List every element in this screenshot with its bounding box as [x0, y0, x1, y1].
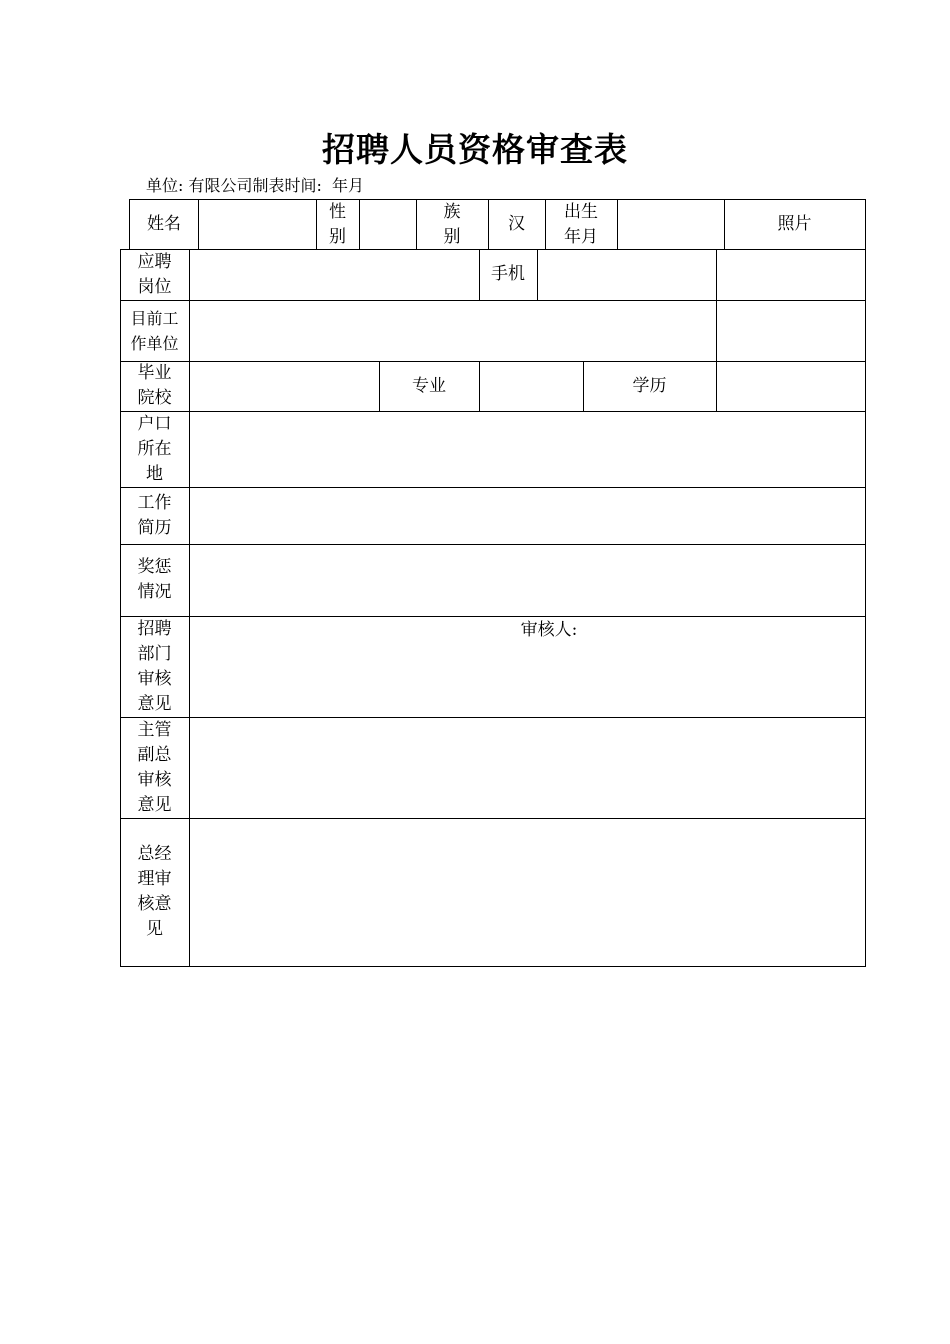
work-history-label: 工作简历 — [137, 492, 172, 538]
dept-review-label: 招聘部门审核意见 — [137, 618, 172, 714]
current-employer-label: 目前工作单位 — [130, 308, 179, 353]
hukou-label: 户口所在地 — [137, 413, 172, 484]
education-label: 学历 — [632, 375, 667, 396]
hukou-field[interactable] — [189, 411, 865, 487]
rewards-field[interactable] — [189, 544, 865, 616]
major-label: 专业 — [412, 375, 446, 396]
school-label: 毕业院校 — [137, 363, 172, 408]
photo-label: 照片 — [777, 214, 812, 234]
form-header-line: 单位: 有限公司制表时间: 年月 — [146, 176, 365, 195]
dept-review-field[interactable] — [189, 616, 865, 717]
current-employer-field[interactable] — [189, 300, 716, 361]
education-field[interactable] — [716, 361, 865, 411]
name-label: 姓名 — [147, 214, 181, 234]
work-history-field[interactable] — [189, 487, 865, 544]
school-field[interactable] — [189, 361, 379, 411]
gender-field[interactable] — [359, 199, 416, 250]
major-field[interactable] — [479, 361, 583, 411]
ethnicity-label: 族别 — [443, 201, 461, 247]
gm-review-label: 总经理审核意见 — [137, 844, 172, 939]
birth-field[interactable] — [617, 199, 724, 250]
rewards-label: 奖惩情况 — [137, 557, 172, 602]
position-label: 应聘岗位 — [137, 251, 172, 297]
vp-review-label: 主管副总审核意见 — [137, 719, 172, 815]
reviewer-label: 审核人: — [520, 620, 578, 640]
birth-label: 出生年月 — [564, 201, 598, 247]
form-title: 招聘人员资格审查表 — [322, 130, 628, 169]
gm-review-field[interactable] — [189, 818, 865, 966]
phone-field[interactable] — [537, 249, 716, 300]
gender-label: 性别 — [329, 201, 346, 247]
name-field[interactable] — [198, 199, 316, 250]
phone-label: 手机 — [491, 264, 525, 284]
vp-review-field[interactable] — [189, 717, 865, 818]
ethnicity-value[interactable]: 汉 — [508, 214, 525, 234]
position-field[interactable] — [189, 249, 479, 300]
